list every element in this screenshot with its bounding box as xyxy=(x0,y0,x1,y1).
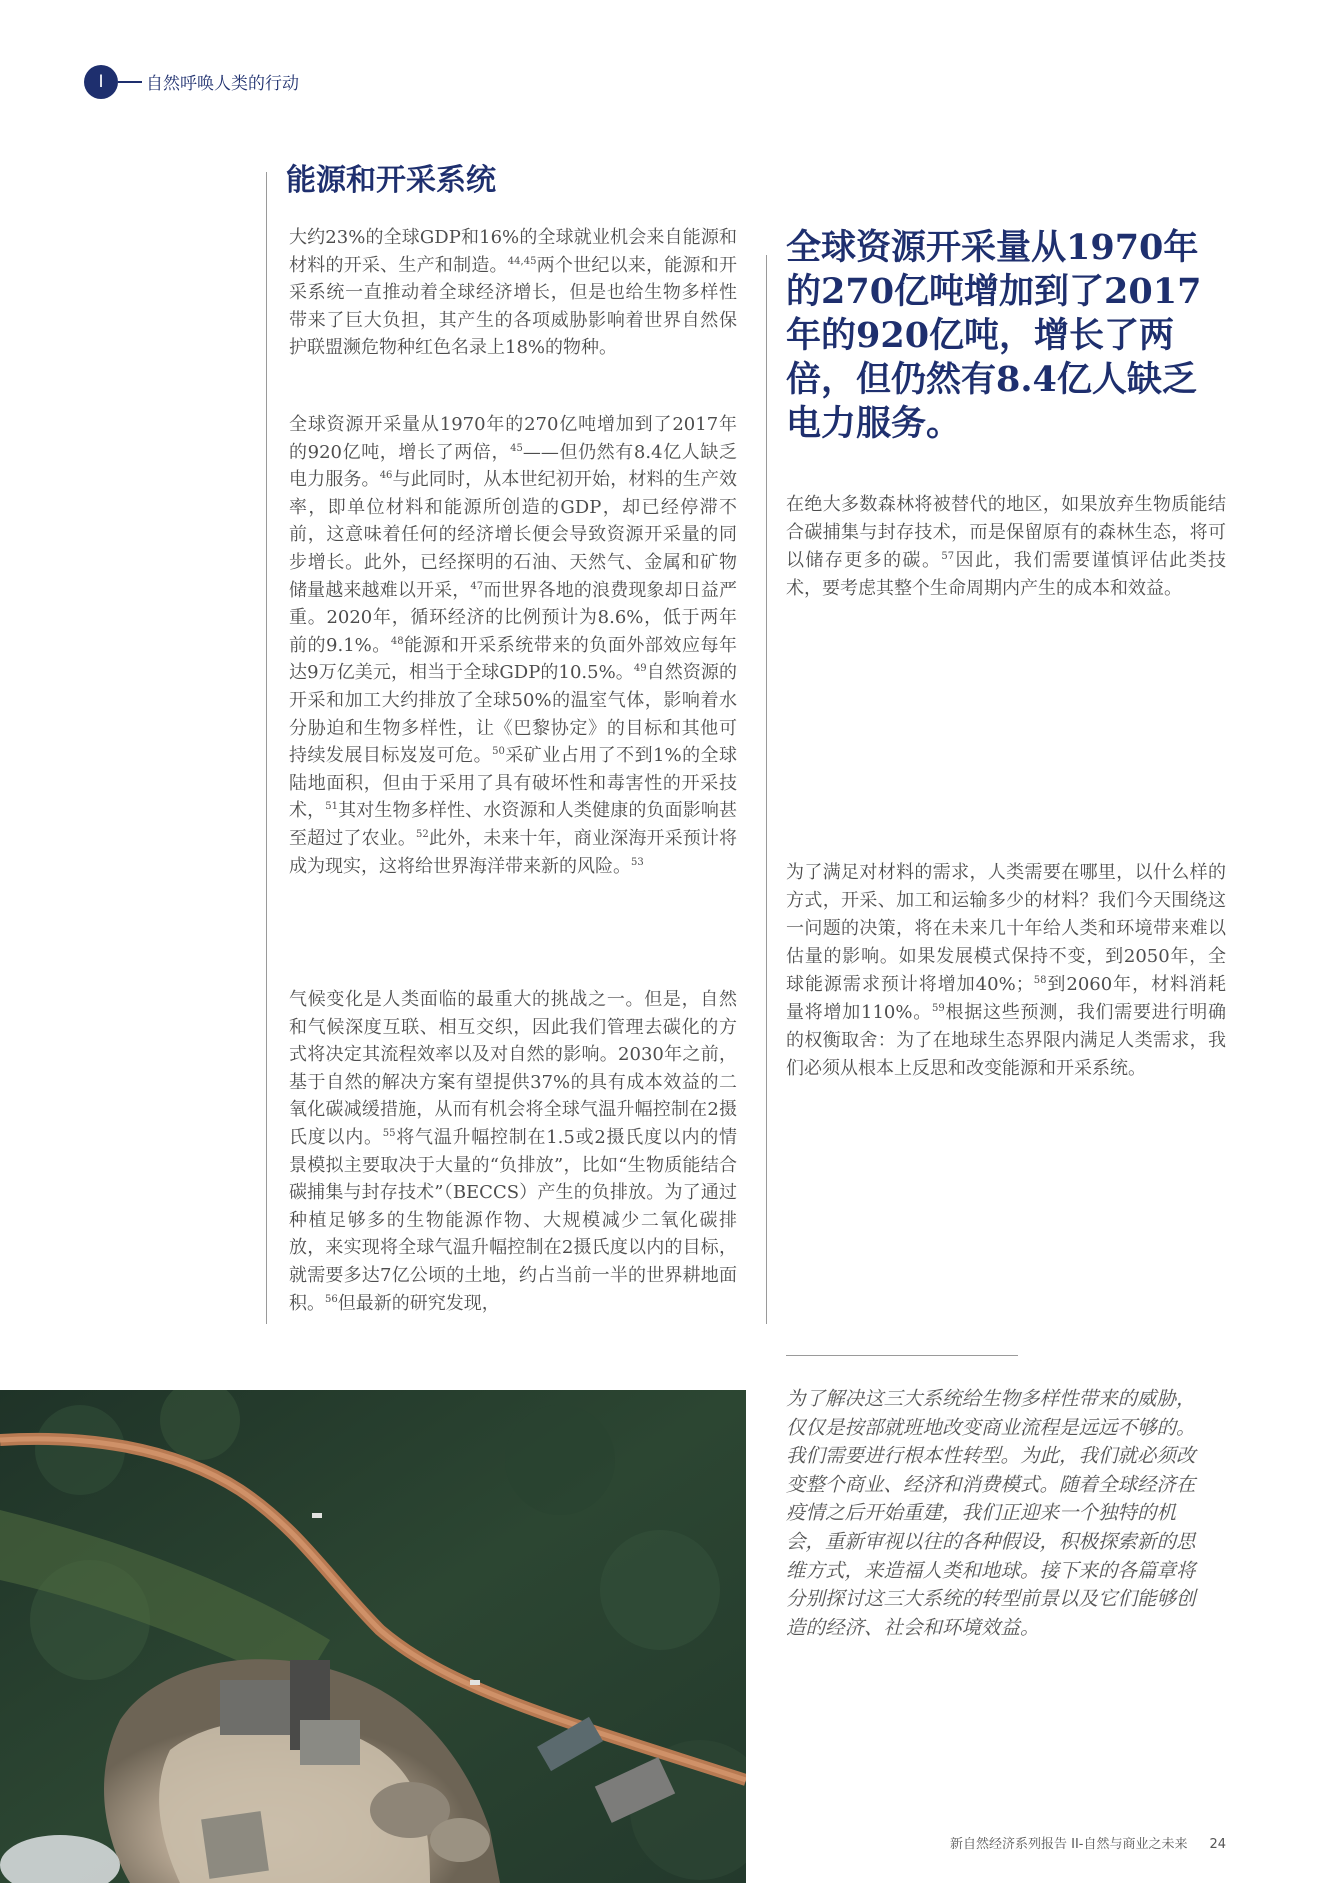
chapter-title: 自然呼唤人类的行动 xyxy=(146,74,299,94)
aerial-mine-photo xyxy=(0,1390,746,1883)
left-column-paragraph-3: 气候变化是人类面临的最重大的挑战之一。但是，自然和气候深度互联、相互交织，因此我们管理去碳化的方式将决定其流程效率以及对自然的影响。2030年之前，基于自然的解决方案有望提供37%的具有成本效益的二氧化碳减缓措施，从而有机会将全球气温升幅控制在2摄氏度以内。$^{55}$将气温升幅控制在1.5或2摄氏度以内的情景模拟主要取决于大量的“负排放”，比如“生物质能结合碳捕集与封存技术”（BECCS）产生的负排放。为了通过种植足够多的生物能源作物、大规模减少二氧化碳排放，来实现将全球气温升幅控制在2摄氏度以内的目标，就需要多达7亿公顷的土地，约占当前一半的世界耕地面积。$^{56}$但最新的研究发现， xyxy=(289,989,738,1314)
quote-divider xyxy=(786,1355,1018,1356)
right-column-paragraph-2: 为了满足对材料的需求，人类需要在哪里，以什么样的方式，开采、加工和运输多少的材料？我们今天围绕这一问题的决策，将在未来几十年给人类和环境带来难以估量的影响。如果发展模式保持不变，到2050年，全球能源需求预计将增加40%；$^{58}$到2060年，材料消耗量将增加110%。$^{59}$根据这些预测，我们需要进行明确的权衡取舍：为了在地球生态界限内满足人类需求，我们必须从根本上反思和改变能源和开采系统。 xyxy=(786,862,1227,1079)
page-number: 24 xyxy=(1209,1837,1227,1852)
pull-quote: 全球资源开采量从1970年的270亿吨增加到了2017年的920亿吨，增长了两倍，但仍然有8.4亿人缺乏电力服务。 xyxy=(786,227,1202,444)
right-column-paragraph-1: 在绝大多数森林将被替代的地区，如果放弃生物质能结合碳捕集与封存技术，而是保留原有的森林生态，将可以储存更多的碳。$^{57}$因此，我们需要谨慎评估此类技术，要考虑其整个生命周期内产生的成本和效益。 xyxy=(786,494,1227,599)
chapter-badge: I xyxy=(84,65,118,99)
left-column-paragraph-2: 全球资源开采量从1970年的270亿吨增加到了2017年的920亿吨，增长了两倍，$^{45}$——但仍然有8.4亿人缺乏电力服务。$^{46}$与此同时，从本世纪初开始，材料的生产效率，即单位材料和能源所创造的GDP，却已经停滞不前，这意味着任何的经济增长便会导致资源开采量的同步增长。此外，已经探明的石油、天然气、金属和矿物储量越来越难以开采，$^{47}$而世界各地的浪费现象却日益严重。2020年，循环经济的比例预计为8.6%，低于两年前的9.1%。$^{48}$能源和开采系统带来的负面外部效应每年达9万亿美元，相当于全球GDP的10.5%。$^{49}$自然资源的开采和加工大约排放了全球50%的温室气体，影响着水分胁迫和生物多样性，让《巴黎协定》的目标和其他可持续发展目标岌岌可危。$^{50}$采矿业占用了不到1%的全球陆地面积，但由于采用了具有破坏性和毒害性的开采技术，$^{51}$其对生物多样性、水资源和人类健康的负面影响甚至超过了农业。$^{52}$此外，未来十年，商业深海开采预计将成为现实，这将给世界海洋带来新的风险。$^{53}$ xyxy=(289,414,738,877)
footer-report-title: 新自然经济系列报告 II-自然与商业之未来 xyxy=(950,1837,1188,1852)
closing-italic-quote: 为了解决这三大系统给生物多样性带来的威胁，仅仅是按部就班地改变商业流程是远远不够的。我们需要进行根本性转型。为此，我们就必须改变整个商业、经济和消费模式。随着全球经济在疫情之后开始重建，我们正迎来一个独特的机会，重新审视以往的各种假设，积极探索新的思维方式，来造福人类和地球。接下来的各篇章将分别探讨这三大系统的转型前景以及它们能够创造的经济、社会和环境效益。 xyxy=(786,1387,1196,1639)
center-column-rule xyxy=(766,255,767,1324)
left-column-paragraph-1: 大约23%的全球GDP和16%的全球就业机会来自能源和材料的开采、生产和制造。$^{44,45}$两个世纪以来，能源和开采系统一直推动着全球经济增长，但是也给生物多样性带来了巨大负担，其产生的各项威胁影响着世界自然保护联盟濒危物种红色名录上18%的物种。 xyxy=(289,227,737,359)
page-footer xyxy=(950,1833,1226,1852)
section-title: 能源和开采系统 xyxy=(286,163,496,198)
left-column-rule xyxy=(266,172,267,1324)
badge-connector-line xyxy=(118,81,142,83)
